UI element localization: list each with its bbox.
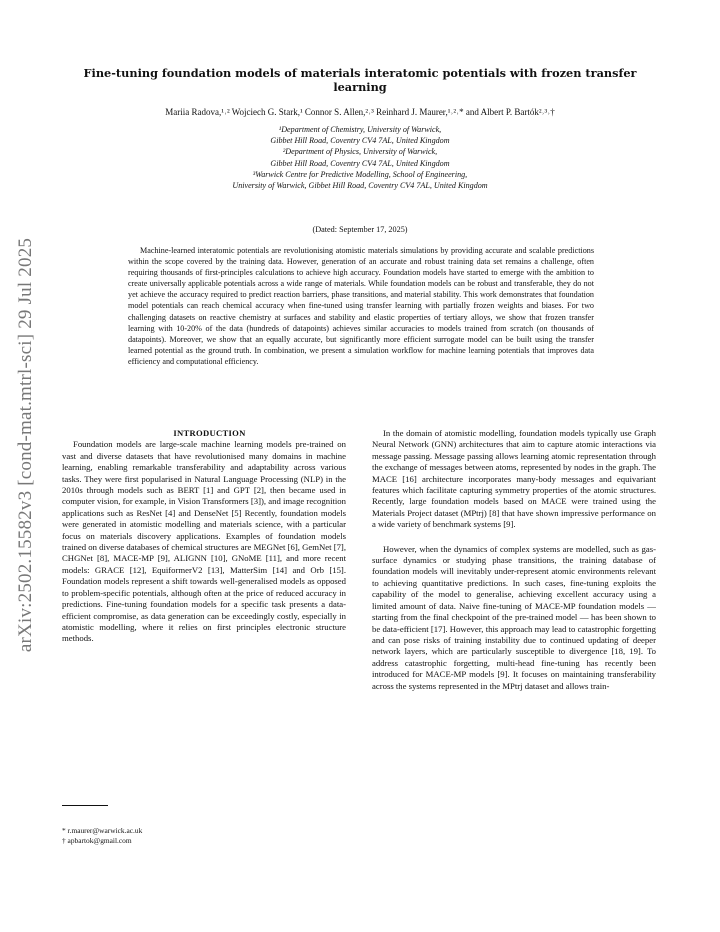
affiliations [60,124,660,191]
date-line: (Dated: September 17, 2025) [312,225,408,234]
footnotes [62,826,346,846]
affiliation-line: ¹Department of Chemistry, University of Warwick, [278,125,442,134]
left-column [62,428,346,645]
footnote-email-bartok: † apbartok@gmail.com [62,836,132,845]
body-paragraph: In the domain of atomistic modelling, foundation models typically use Graph Neural Network (GNN) architectures that aim to capture atomic interactions via message passing. Message passing allows learning atomic representation through the exchange of messages between atoms, represented by nodes in the graph. The MACE [16] architecture incorporates many-body messages and equivariant features which facilitate capturing symmetry properties of the atomic structures. Recently, large foundation models based on MACE were trained using the Materials Project dataset (MPtrj) [8] that have shown impressive performance on a wide variety of benchmark systems [9]. [372,428,656,530]
abstract: Machine-learned interatomic potentials are revolutionising atomistic materials simulations by providing accurate and scalable predictions within the scope covered by the training data. However, generation of an accurate and robust training data set remains a challenge, often requiring thousands of first-principles calculations to achieve high accuracy. Foundation models have started to emerge with the ambition to create universally applicable potentials across a wide range of materials. While foundation models can be robust and transferable, they do not yet achieve the accuracy required to predict reaction barriers, phase transitions, and material stability. This work demonstrates that foundation model potentials can reach chemical accuracy when fine-tuned using transfer learning with partially frozen weights and biases. For two challenging datasets on reactive chemistry at surfaces and stability and elastic properties of tertiary alloys, we show that frozen transfer learning with 10-20% of the data (hundreds of datapoints) achieves similar accuracies to models trained from scratch (on thousands of datapoints). Moreover, we show that an equally accurate, but significantly more efficient surrogate model can be built using the transfer learned potential as the ground truth. In combination, we present a simulation workflow for machine learning potentials that improves data efficiency and computational efficiency. [128,246,594,366]
right-column [372,428,656,692]
body-paragraph: However, when the dynamics of complex systems are modelled, such as gas-surface dynamics or studying phase transitions, the training database of foundation models will inevitably under-represent atomic environments relevant to achieving quantitative predictions. In such cases, fine-tuning exploits the capability of the model to generalise, achieving excellent accuracy using a limited amount of data. Naive fine-tuning of MACE-MP foundation models — starting from the final checkpoint of the pre-trained model — has been shown to be data-efficient [17]. However, this approach may lead to catastrophic forgetting and can pose risks of training instability due to continued updating of deeper network layers, which are particularly susceptible to divergence [18, 19]. To address catastrophic forgetting, multi-head fine-tuning has recently been introduced for MACE-MP models [9]. It focuses on maintaining transferability across the systems represented in the MPtrj dataset and allows train- [372,543,656,691]
arxiv-identifier: arXiv:2502.15582v3 [cond-mat.mtrl-sci] 29 Jul 2025 [15,237,36,653]
body-paragraph: Foundation models are large-scale machine learning models pre-trained on vast and diverse datasets that have revolutionised many domains in machine learning, enabling remarkable transferability and adaptability across various tasks. They were first popularised in Natural Language Processing (NLP) in the 2010s through models such as BERT [1] and GPT [2], then became used in computer vision, for example, in Vision Transformers [3]), and image recognition applications such as ResNet [4] and DenseNet [5] Recently, foundation models were generated in atomistic modelling and materials science, with a particular focus on materials discovery applications. Examples of foundation models trained on diverse databases of chemical structures are MEGNet [6], GemNet [7], CHGNet [8], MACE-MP [9], ALIGNN [10], GNoME [11], and more recent models: GRACE [12], EquiformerV2 [13], MatterSim [14] and Orb [15]. Foundation models represent a shift towards well-generalised models as opposed to problem-specific potentials, although often at the price of reduced accuracy in predictions. Fine-tuning foundation models for a specific task presents a data-efficient compromise, as data generation can be exceedingly costly, especially in atomistic modelling, where it relies on first principles electronic structure methods. [62,439,346,644]
arxiv-sidebar-stamp [6,210,46,680]
affiliation-line: Gibbet Hill Road, Coventry CV4 7AL, United Kingdom [270,136,450,146]
footnote-rule [62,805,108,806]
paper-title: Fine-tuning foundation models of materials interatomic potentials with frozen transfer learning [83,66,637,94]
affiliation-line: University of Warwick, Gibbet Hill Road, Coventry CV4 7AL, United Kingdom [232,181,488,191]
paragraph-gap [372,531,656,544]
affiliation-line: ²Department of Physics, University of Warwick, [282,147,438,157]
footnote-email-maurer: * r.maurer@warwick.ac.uk [62,826,143,835]
section-heading-introduction: INTRODUCTION [173,428,246,438]
author-list: Mariia Radova,¹˒² Wojciech G. Stark,¹ Connor S. Allen,²˒³ Reinhard J. Maurer,¹˒²˒* and Albert P. Bartók²˒³˒† [165,107,555,117]
affiliation-line: ³Warwick Centre for Predictive Modelling, School of Engineering, [252,169,468,179]
affiliation-line: Gibbet Hill Road, Coventry CV4 7AL, United Kingdom [270,158,450,168]
